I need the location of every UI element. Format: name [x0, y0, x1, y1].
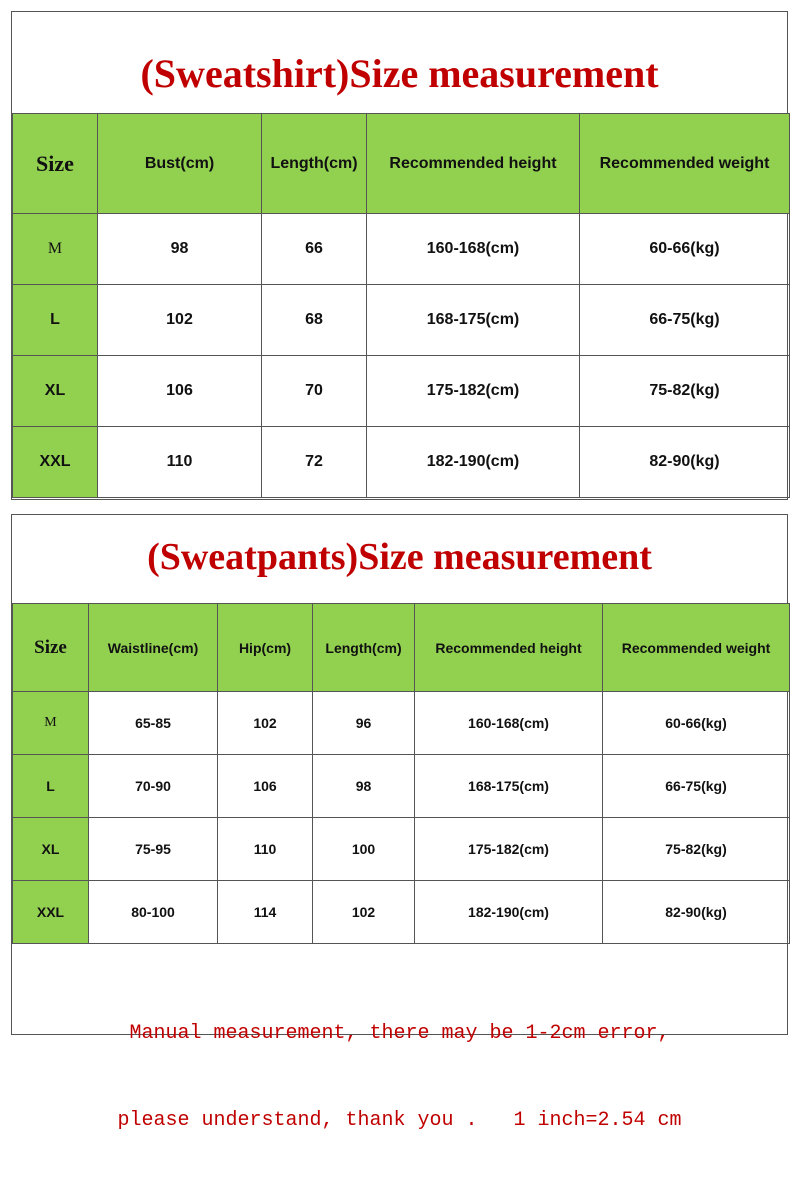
size-cell: XL — [13, 818, 89, 881]
table-cell: 114 — [218, 881, 313, 944]
table-cell: 80-100 — [89, 881, 218, 944]
header-cell: Waistline(cm) — [89, 604, 218, 692]
table-cell: 60-66(kg) — [603, 692, 790, 755]
header-cell: Size — [13, 604, 89, 692]
table-cell: 96 — [313, 692, 415, 755]
note-line-1: Manual measurement, there may be 1-2cm error, — [129, 1022, 670, 1045]
header-cell: Length(cm) — [262, 114, 367, 214]
size-cell: M — [13, 692, 89, 755]
table-row — [13, 214, 790, 285]
table-cell: 160-168(cm) — [415, 692, 603, 755]
table-cell: 102 — [98, 285, 262, 356]
header-cell: Size — [13, 114, 98, 214]
table-cell: 182-190(cm) — [367, 427, 580, 498]
sweatshirt-size-table — [12, 113, 790, 498]
table-cell: 175-182(cm) — [415, 818, 603, 881]
table-cell: 168-175(cm) — [367, 285, 580, 356]
size-cell: XXL — [13, 427, 98, 498]
table-cell: 66-75(kg) — [603, 755, 790, 818]
note-line-2: please understand, thank you . 1 inch=2.54 cm — [117, 1109, 682, 1132]
table-cell: 82-90(kg) — [580, 427, 790, 498]
header-cell: Hip(cm) — [218, 604, 313, 692]
table-cell: 106 — [218, 755, 313, 818]
measurement-note — [12, 961, 787, 1193]
table-cell: 75-82(kg) — [603, 818, 790, 881]
table-cell: 175-182(cm) — [367, 356, 580, 427]
table-cell: 66 — [262, 214, 367, 285]
size-cell: L — [13, 755, 89, 818]
table-cell: 106 — [98, 356, 262, 427]
table-cell: 75-82(kg) — [580, 356, 790, 427]
table-cell: 82-90(kg) — [603, 881, 790, 944]
header-cell: Length(cm) — [313, 604, 415, 692]
size-cell: XXL — [13, 881, 89, 944]
table-row — [13, 881, 790, 944]
table-cell: 75-95 — [89, 818, 218, 881]
table-row — [13, 427, 790, 498]
size-cell: L — [13, 285, 98, 356]
sweatpants-size-panel — [11, 514, 788, 1132]
table-cell: 100 — [313, 818, 415, 881]
header-cell: Recommended weight — [580, 114, 790, 214]
size-cell: XL — [13, 356, 98, 427]
table-cell: 102 — [218, 692, 313, 755]
table-cell: 65-85 — [89, 692, 218, 755]
table-cell: 98 — [98, 214, 262, 285]
table-row — [13, 356, 790, 427]
size-cell: M — [13, 214, 98, 285]
sweatpants-title: (Sweatpants)Size measurement — [147, 536, 652, 578]
sweatshirt-title: (Sweatshirt)Size measurement — [140, 51, 659, 96]
table-row — [13, 692, 790, 755]
table-cell: 98 — [313, 755, 415, 818]
table-header-row — [13, 604, 790, 692]
table-cell: 160-168(cm) — [367, 214, 580, 285]
table-cell: 168-175(cm) — [415, 755, 603, 818]
table-cell: 110 — [98, 427, 262, 498]
sweatpants-size-table — [12, 603, 790, 944]
table-cell: 72 — [262, 427, 367, 498]
table-cell: 70-90 — [89, 755, 218, 818]
header-cell: Bust(cm) — [98, 114, 262, 214]
table-cell: 60-66(kg) — [580, 214, 790, 285]
table-header-row — [13, 114, 790, 214]
header-cell: Recommended height — [415, 604, 603, 692]
table-cell: 66-75(kg) — [580, 285, 790, 356]
table-cell: 102 — [313, 881, 415, 944]
header-cell: Recommended height — [367, 114, 580, 214]
table-cell: 182-190(cm) — [415, 881, 603, 944]
table-row — [13, 285, 790, 356]
table-cell: 110 — [218, 818, 313, 881]
table-row — [13, 818, 790, 881]
table-cell: 70 — [262, 356, 367, 427]
header-cell: Recommended weight — [603, 604, 790, 692]
table-row — [13, 755, 790, 818]
sweatshirt-size-panel — [11, 11, 788, 500]
table-cell: 68 — [262, 285, 367, 356]
